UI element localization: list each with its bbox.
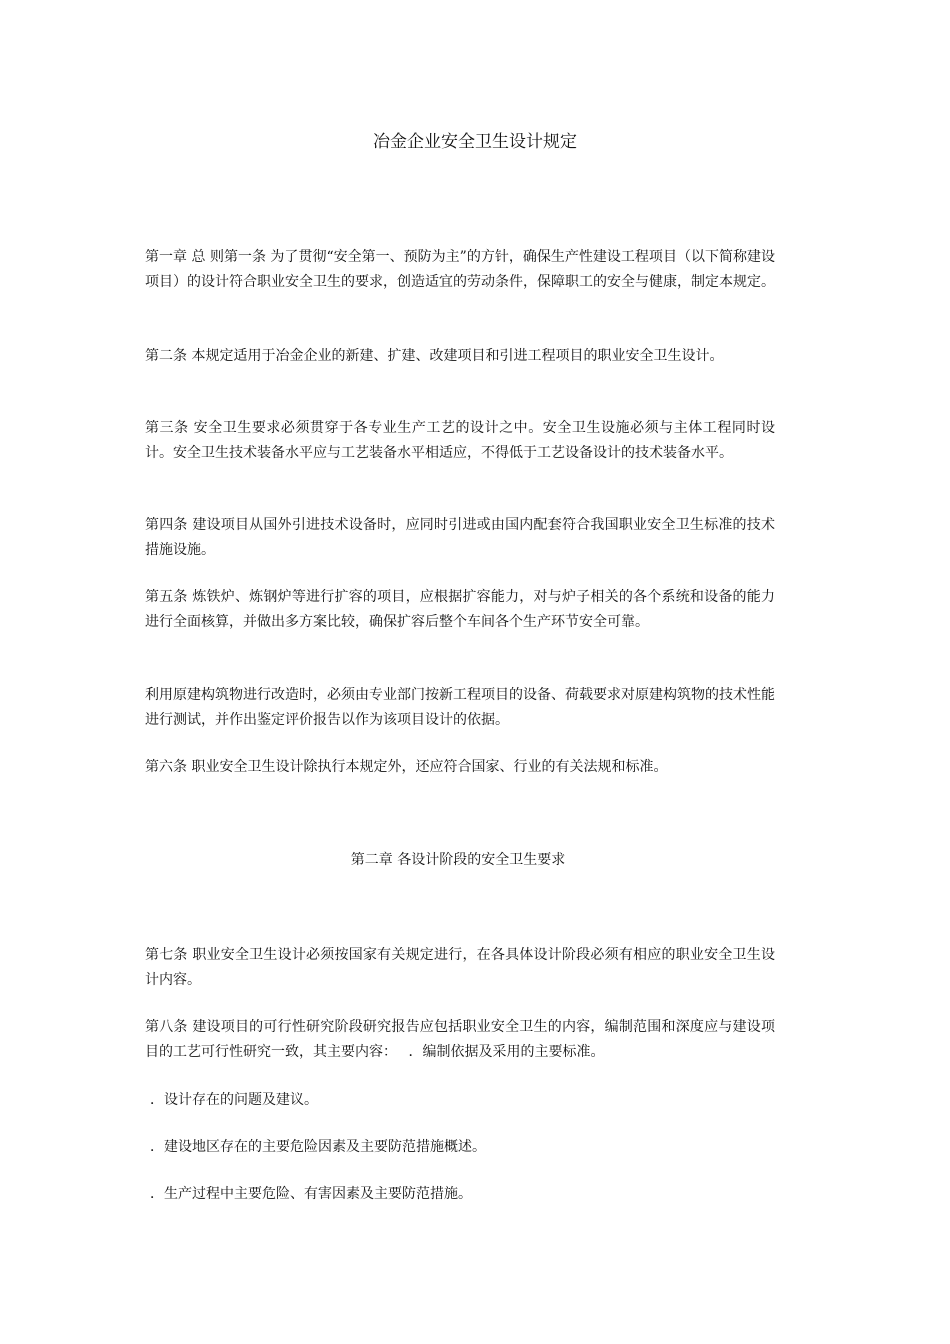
- article-5-paragraph: 第五条 炼铁炉、炼钢炉等进行扩容的项目，应根据扩容能力，对与炉子相关的各个系统和设备的能力进行全面核算，并做出多方案比较，确保扩容后整个车间各个生产环节安全可靠。: [145, 589, 775, 630]
- article-3-paragraph: 第三条 安全卫生要求必须贯穿于各专业生产工艺的设计之中。安全卫生设施必须与主体工程同时设计。安全卫生技术装备水平应与工艺装备水平相适应，不得低于工艺设备设计的技术装备水平。: [145, 420, 775, 461]
- article-8-paragraph: 第八条 建设项目的可行性研究阶段研究报告应包括职业安全卫生的内容，编制范围和深度应与建设项目的工艺可行性研究一致，其主要内容： ．编制依据及采用的主要标准。: [145, 1019, 775, 1060]
- article-5-supplement-paragraph: 利用原建构筑物进行改造时，必须由专业部门按新工程项目的设备、荷载要求对原建构筑物的技术性能进行测试，并作出鉴定评价报告以作为该项目设计的依据。: [145, 687, 775, 728]
- chapter-2-heading: 第二章 各设计阶段的安全卫生要求: [350, 852, 566, 868]
- list-item: ．建设地区存在的主要危险因素及主要防范措施概述。: [150, 1139, 486, 1155]
- document-title: 冶金企业安全卫生设计规定: [373, 132, 577, 152]
- article-2-paragraph: 第二条 本规定适用于冶金企业的新建、扩建、改建项目和引进工程项目的职业安全卫生设计。: [145, 348, 724, 364]
- article-4-paragraph: 第四条 建设项目从国外引进技术设备时，应同时引进或由国内配套符合我国职业安全卫生标准的技术措施设施。: [145, 517, 775, 558]
- article-7-paragraph: 第七条 职业安全卫生设计必须按国家有关规定进行，在各具体设计阶段必须有相应的职业安全卫生设计内容。: [145, 947, 775, 988]
- list-item: ．生产过程中主要危险、有害因素及主要防范措施。: [150, 1186, 472, 1202]
- article-6-paragraph: 第六条 职业安全卫生设计除执行本规定外，还应符合国家、行业的有关法规和标准。: [145, 759, 668, 775]
- list-item: ．设计存在的问题及建议。: [150, 1092, 318, 1108]
- article-1-paragraph: 第一章 总 则第一条 为了贯彻“安全第一、预防为主”的方针，确保生产性建设工程项目（以下简称建设项目）的设计符合职业安全卫生的要求，创造适宜的劳动条件，保障职工的安全与健康，制定本规定。: [145, 249, 775, 290]
